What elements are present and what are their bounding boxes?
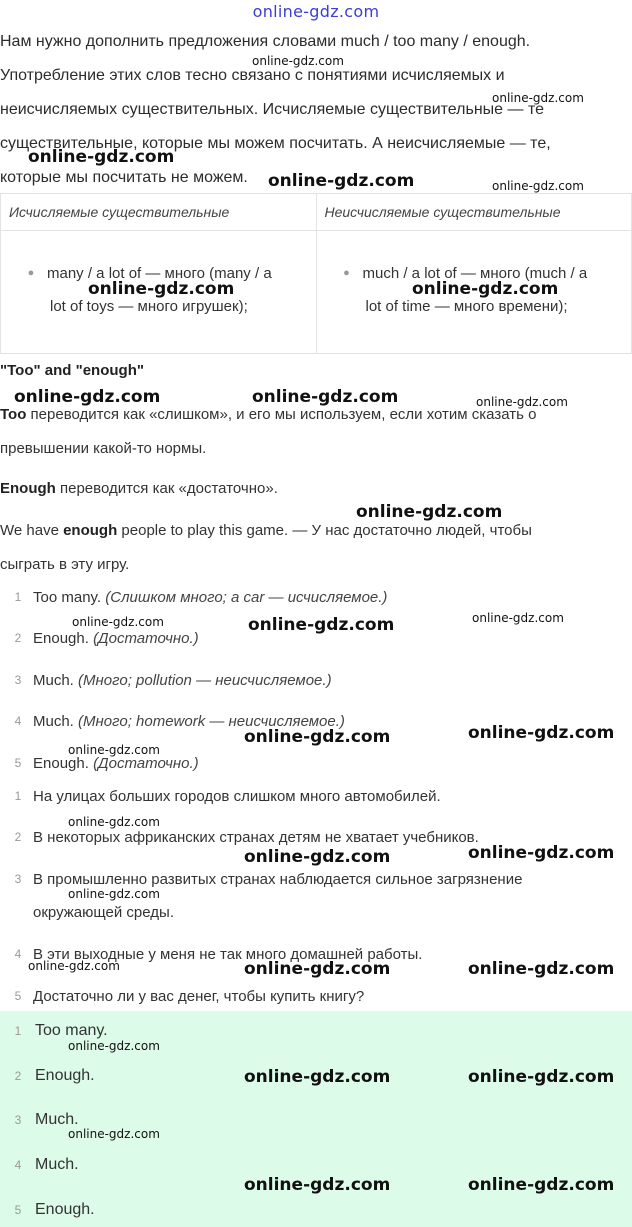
intro-line: Нам нужно дополнить предложения словами much / too many / enough. — [0, 33, 531, 50]
keyword: Enough — [0, 480, 56, 497]
answer: Much. — [33, 713, 74, 730]
watermark: online-gdz.com — [248, 615, 395, 635]
countable-uncountable-table — [0, 193, 632, 354]
item-line: окружающей среды. — [33, 904, 174, 921]
watermark: online-gdz.com — [244, 1067, 391, 1087]
watermark: online-gdz.com — [244, 847, 391, 867]
item-number: 5 — [14, 756, 22, 770]
watermark: online-gdz.com — [244, 727, 391, 747]
intro-line: которые мы посчитать не можем. — [0, 169, 248, 186]
answer: Enough. — [33, 755, 89, 772]
site-watermark-header[interactable]: online-gdz.com — [252, 2, 380, 21]
item-number: 4 — [14, 1158, 22, 1172]
item-text: Enough. — [35, 1201, 95, 1218]
item-text: Enough. — [35, 1067, 95, 1084]
watermark: online-gdz.com — [468, 1067, 615, 1087]
cell-text: much / a lot of — много (much / a — [362, 265, 588, 282]
answer: Too many. — [33, 589, 102, 606]
example-paragraph — [0, 514, 625, 582]
watermark: online-gdz.com — [268, 171, 415, 191]
watermark: online-gdz.com — [68, 743, 160, 757]
watermark: online-gdz.com — [492, 91, 584, 105]
item-text: В эти выходные у меня не так много домашней работы. — [33, 946, 423, 963]
bullet-icon: ● — [343, 267, 350, 279]
answer: Much. — [33, 672, 74, 689]
watermark: online-gdz.com — [28, 959, 120, 973]
table-header-countable: Исчисляемые существительные — [1, 194, 317, 231]
item-number: 4 — [14, 714, 22, 728]
watermark: online-gdz.com — [468, 1175, 615, 1195]
watermark: online-gdz.com — [68, 887, 160, 901]
answer-note: (Слишком много; a car — исчисляемое.) — [105, 589, 388, 606]
watermark: online-gdz.com — [244, 1175, 391, 1195]
answer-note: (Много; pollution — неисчисляемое.) — [78, 672, 332, 689]
cell-text: many / a lot of — много (many / a — [47, 265, 272, 282]
watermark: online-gdz.com — [68, 815, 160, 829]
bullet-icon: ● — [27, 267, 35, 279]
intro-line: неисчисляемых существительных. Исчисляемые существительные — те — [0, 101, 545, 118]
item-number: 3 — [14, 673, 22, 687]
item-text: Much. — [35, 1111, 79, 1128]
item-number: 3 — [14, 872, 22, 886]
para-text: переводится как «слишком», и его мы используем, если хотим сказать о — [26, 406, 537, 423]
answer-note: (Много; homework — неисчисляемое.) — [78, 713, 345, 730]
watermark: online-gdz.com — [468, 843, 615, 863]
item-text: Достаточно ли у вас денег, чтобы купить книгу? — [33, 988, 365, 1005]
item-number: 4 — [14, 947, 22, 961]
item-text — [33, 664, 623, 697]
item-text — [33, 581, 623, 614]
item-number: 1 — [14, 590, 22, 604]
para-text: превышении какой-то нормы. — [0, 440, 207, 457]
para-text: переводится как «достаточно». — [55, 480, 278, 497]
answer-note: (Достаточно.) — [93, 630, 199, 647]
item-number: 1 — [14, 789, 22, 803]
cell-text: lot of time — много времени); — [365, 298, 568, 315]
item-number: 3 — [14, 1113, 22, 1127]
watermark: online-gdz.com — [252, 387, 399, 407]
item-number: 2 — [14, 830, 22, 844]
enough-paragraph — [0, 472, 625, 506]
item-number: 5 — [14, 1203, 22, 1217]
item-text: На улицах больших городов слишком много автомобилей. — [33, 788, 441, 805]
intro-line: Употребление этих слов тесно связано с понятиями исчисляемых и — [0, 67, 505, 84]
para-text: people to play this game. — У нас достаточно людей, чтобы — [117, 522, 532, 539]
watermark: online-gdz.com — [244, 959, 391, 979]
watermark: online-gdz.com — [68, 1039, 160, 1053]
para-text: We have — [0, 522, 64, 539]
keyword: enough — [63, 522, 118, 539]
table-header-uncountable: Неисчисляемые существительные — [316, 194, 632, 231]
answer-note: (Достаточно.) — [93, 755, 199, 772]
item-line: В промышленно развитых странах наблюдается сильное загрязнение — [33, 871, 523, 888]
item-text: Much. — [35, 1156, 79, 1173]
watermark: online-gdz.com — [468, 723, 615, 743]
item-number: 2 — [14, 1069, 22, 1083]
keyword: Too — [0, 406, 27, 423]
item-number: 2 — [14, 631, 22, 645]
item-text: В некоторых африканских странах детям не хватает учебников. — [33, 829, 479, 846]
intro-paragraph — [0, 25, 625, 195]
watermark: online-gdz.com — [476, 395, 568, 409]
watermark: online-gdz.com — [72, 615, 164, 629]
item-number: 1 — [14, 1024, 22, 1038]
intro-line: существительные, которые мы можем посчитать. А неисчисляемые — те, — [0, 135, 551, 152]
watermark: online-gdz.com — [468, 959, 615, 979]
watermark: online-gdz.com — [88, 279, 235, 299]
answer: Enough. — [33, 630, 89, 647]
watermark: online-gdz.com — [412, 279, 559, 299]
watermark: online-gdz.com — [472, 611, 564, 625]
watermark: online-gdz.com — [492, 179, 584, 193]
item-number: 5 — [14, 989, 22, 1003]
cell-text: lot of toys — много игрушек); — [50, 298, 248, 315]
watermark: online-gdz.com — [252, 54, 344, 68]
watermark: online-gdz.com — [356, 502, 503, 522]
watermark: online-gdz.com — [14, 387, 161, 407]
item-text: Too many. — [35, 1022, 108, 1039]
watermark: online-gdz.com — [68, 1127, 160, 1141]
para-text: сыграть в эту игру. — [0, 556, 130, 573]
watermark: online-gdz.com — [28, 147, 175, 167]
section-title: "Too" and "enough" — [0, 362, 144, 379]
